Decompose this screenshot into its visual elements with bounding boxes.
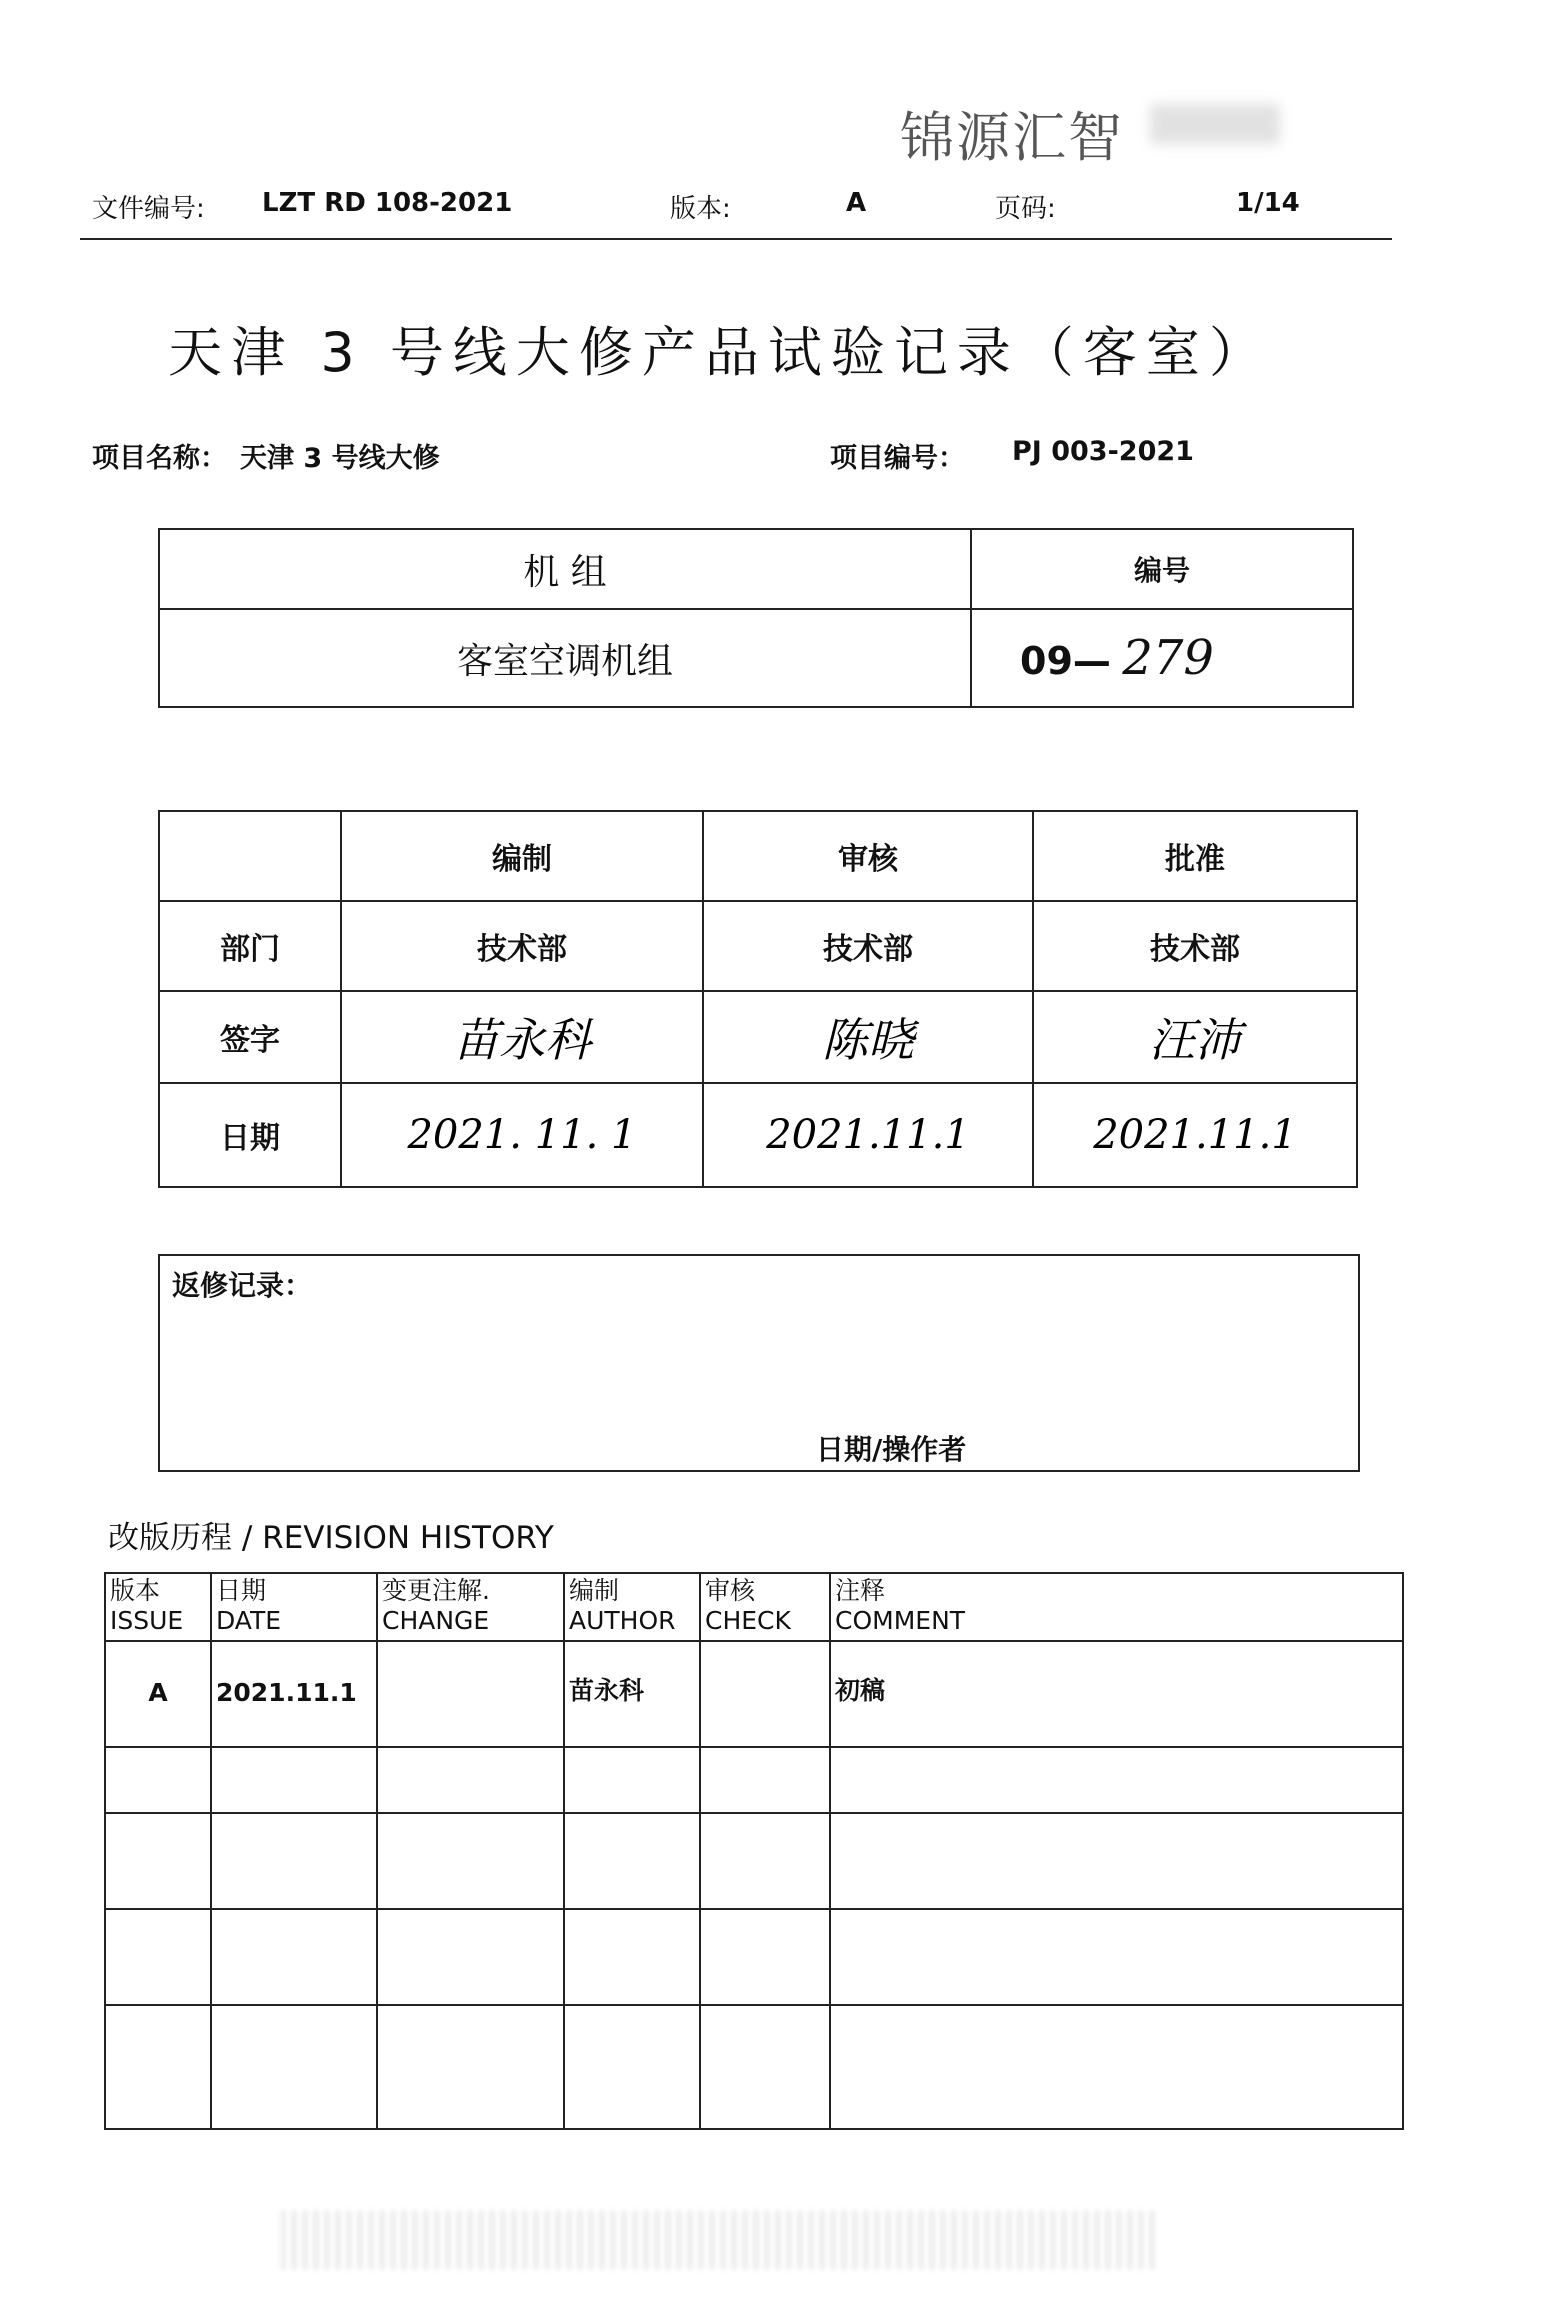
rev-empty-cell — [105, 1813, 211, 1909]
dept-approved: 技术部 — [1033, 901, 1357, 991]
project-name-label: 项目名称： — [92, 443, 227, 474]
rev-header-check — [700, 1573, 830, 1641]
rev-empty-cell — [830, 2005, 1403, 2129]
table-row — [105, 1641, 1403, 1747]
rev-header-check-zh: 审核 — [705, 1576, 756, 1605]
rev-header-issue-zh: 版本 — [110, 1576, 161, 1605]
rev-empty-cell — [377, 2005, 564, 2129]
signature-prepared: 苗永科 — [341, 991, 703, 1083]
project-number-label: 项目编号： — [830, 443, 965, 474]
table-row — [105, 2005, 1403, 2129]
unit-header: 机 组 — [159, 529, 971, 609]
rev-empty-cell — [830, 1813, 1403, 1909]
file-number-label: 文件编号: — [92, 194, 205, 224]
rev-header-comment-zh: 注释 — [835, 1576, 886, 1605]
rev-cell-comment: 初稿 — [830, 1641, 1403, 1747]
page-label: 页码: — [995, 194, 1056, 224]
rev-cell-author: 苗永科 — [564, 1641, 700, 1747]
project-number-value: PJ 003-2021 — [1012, 436, 1194, 467]
dept-label: 部门 — [159, 901, 341, 991]
rev-header-change-en: CHANGE — [382, 1606, 490, 1635]
rev-header-date-zh: 日期 — [216, 1576, 267, 1605]
col-approved: 批准 — [1033, 811, 1357, 901]
rev-header-issue — [105, 1573, 211, 1641]
rev-empty-cell — [700, 2005, 830, 2129]
rev-empty-cell — [700, 1747, 830, 1813]
rev-empty-cell — [211, 1747, 377, 1813]
rev-empty-cell — [377, 1909, 564, 2005]
date-reviewed: 2021.11.1 — [703, 1083, 1033, 1187]
rev-header-date — [211, 1573, 377, 1641]
unit-number-cell — [971, 609, 1353, 707]
project-name-value: 天津 3 号线大修 — [240, 443, 440, 474]
rev-empty-cell — [105, 1909, 211, 2005]
approval-table — [158, 810, 1358, 1188]
document-title: 天津 3 号线大修产品试验记录（客室） — [168, 321, 1272, 384]
dept-reviewed: 技术部 — [703, 901, 1033, 991]
repair-record-title: 返修记录： — [172, 1269, 313, 1302]
rev-empty-cell — [564, 2005, 700, 2129]
rev-header-author-en: AUTHOR — [569, 1606, 676, 1635]
rev-header-change — [377, 1573, 564, 1641]
number-header: 编号 — [971, 529, 1353, 609]
rev-empty-cell — [564, 1813, 700, 1909]
unit-number-prefix: 09— — [1020, 639, 1111, 683]
rev-header-comment-en: COMMENT — [835, 1606, 966, 1635]
rev-empty-cell — [377, 1747, 564, 1813]
unit-table — [158, 528, 1354, 708]
header-rule — [80, 238, 1392, 240]
scan-smudge — [1150, 104, 1280, 144]
version-label: 版本: — [670, 194, 731, 224]
unit-value: 客室空调机组 — [159, 609, 971, 707]
col-reviewed: 审核 — [703, 811, 1033, 901]
repair-record-box — [158, 1254, 1360, 1472]
rev-empty-cell — [211, 1813, 377, 1909]
unit-number-handwritten: 279 — [1122, 630, 1214, 686]
rev-header-date-en: DATE — [216, 1606, 282, 1635]
rev-header-comment — [830, 1573, 1403, 1641]
rev-empty-cell — [564, 1747, 700, 1813]
col-prepared: 编制 — [341, 811, 703, 901]
rev-cell-issue: A — [105, 1641, 211, 1747]
file-number-value: LZT RD 108-2021 — [262, 188, 513, 218]
rev-cell-check — [700, 1641, 830, 1747]
signature-approved: 汪沛 — [1033, 991, 1357, 1083]
rev-header-author-zh: 编制 — [569, 1576, 620, 1605]
dept-prepared: 技术部 — [341, 901, 703, 991]
sign-label: 签字 — [159, 991, 341, 1083]
rev-empty-cell — [564, 1909, 700, 2005]
date-approved: 2021.11.1 — [1033, 1083, 1357, 1187]
approval-corner — [159, 811, 341, 901]
rev-empty-cell — [211, 1909, 377, 2005]
revision-history-title: 改版历程 / REVISION HISTORY — [108, 1520, 554, 1556]
page-value: 1/14 — [1236, 188, 1300, 218]
rev-empty-cell — [830, 1909, 1403, 2005]
rev-cell-change — [377, 1641, 564, 1747]
version-value: A — [846, 188, 867, 218]
signature-reviewed: 陈晓 — [703, 991, 1033, 1083]
rev-empty-cell — [105, 1747, 211, 1813]
repair-record-footer: 日期/操作者 — [816, 1433, 967, 1466]
rev-header-change-zh: 变更注解. — [382, 1576, 490, 1605]
rev-header-issue-en: ISSUE — [110, 1606, 184, 1635]
rev-header-check-en: CHECK — [705, 1606, 791, 1635]
rev-empty-cell — [377, 1813, 564, 1909]
table-row — [105, 1747, 1403, 1813]
rev-header-author — [564, 1573, 700, 1641]
rev-empty-cell — [211, 2005, 377, 2129]
rev-empty-cell — [700, 1813, 830, 1909]
table-row — [105, 1909, 1403, 2005]
table-row — [105, 1813, 1403, 1909]
rev-empty-cell — [830, 1747, 1403, 1813]
date-label: 日期 — [159, 1083, 341, 1187]
date-prepared: 2021. 11. 1 — [341, 1083, 703, 1187]
rev-empty-cell — [700, 1909, 830, 2005]
rev-empty-cell — [105, 2005, 211, 2129]
rev-cell-date: 2021.11.1 — [211, 1641, 377, 1747]
company-watermark: 锦源汇智 — [900, 106, 1124, 169]
scan-noise — [280, 2210, 1160, 2270]
revision-history-table — [104, 1572, 1404, 2130]
